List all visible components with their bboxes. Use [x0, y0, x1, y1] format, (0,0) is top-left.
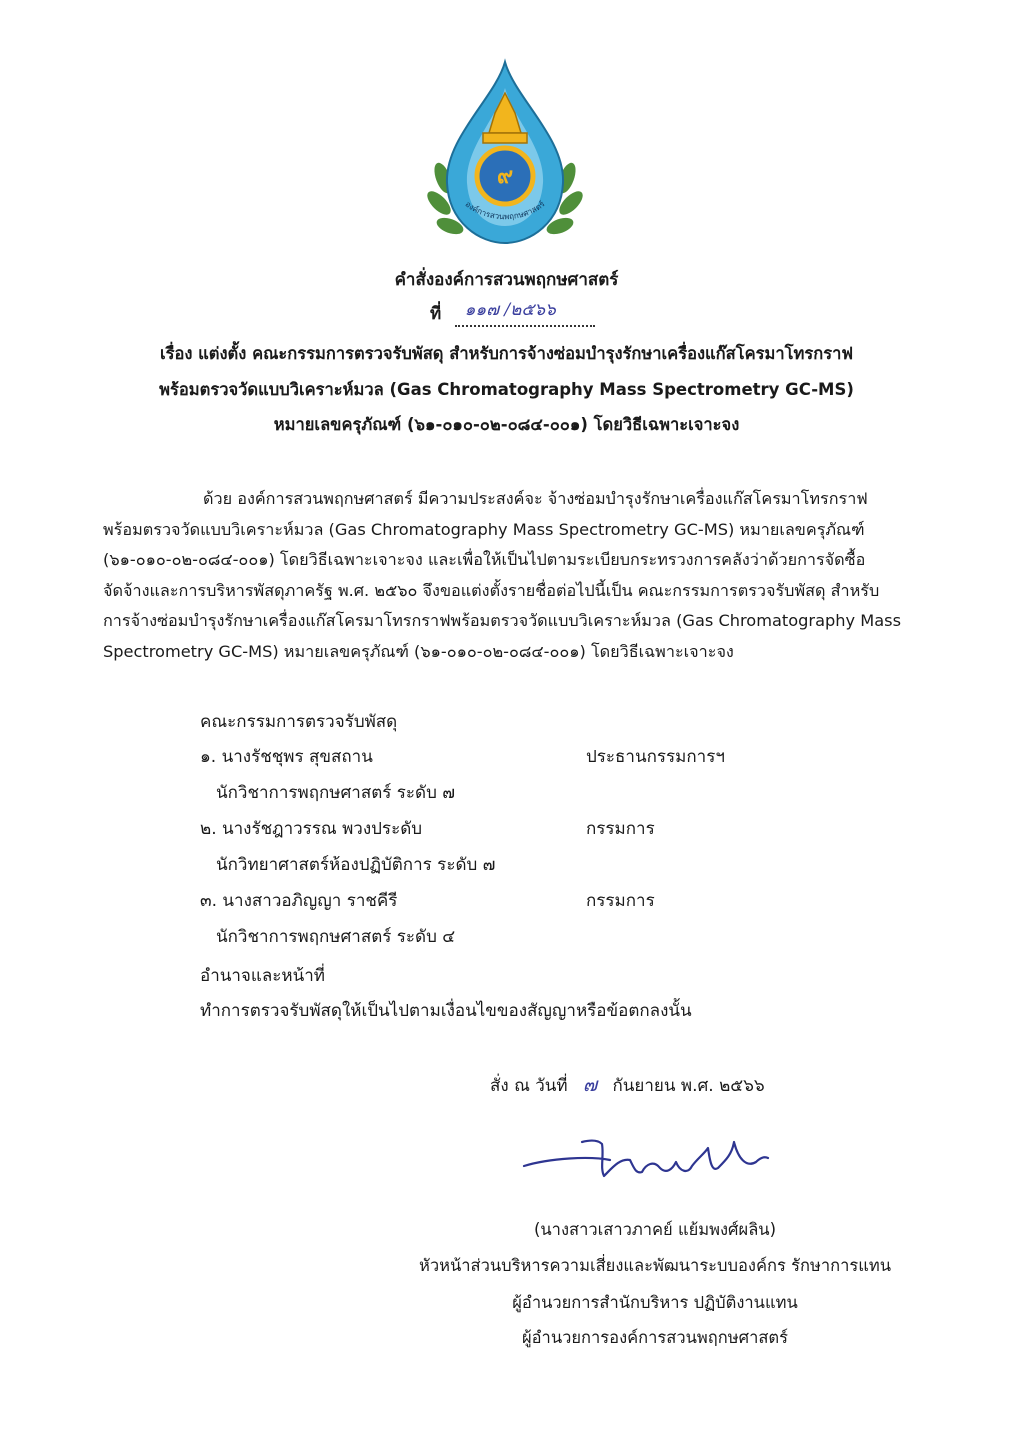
member-name: ๓. นางสาวอภิญญา ราชคีรี [200, 891, 398, 911]
signer-name: (นางสาวเสาวภาคย์ แย้มพงศ์ผลิน) [533, 1220, 777, 1239]
body-line: การจ้างซ่อมบำรุงรักษาเครื่องแก๊สโครมาโทรกราฟพร้อมตรวจวัดแบบวิเคราะห์มวล (Gas Chromatography Mass [103, 611, 902, 631]
signer-title-2: ผู้อำนวยการสำนักบริหาร ปฏิบัติงานแทน [512, 1293, 798, 1312]
signer-title-3: ผู้อำนวยการองค์การสวนพฤกษศาสตร์ [521, 1328, 789, 1347]
order-date [490, 1070, 765, 1100]
logo-ring-text: องค์การสวนพฤกษศาสตร์ [463, 199, 547, 222]
date-prefix: สั่ง ณ วันที่ [490, 1076, 568, 1096]
body-line: พร้อมตรวจวัดแบบวิเคราะห์มวล (Gas Chromatography Mass Spectrometry GC-MS) หมายเลขครุภัณฑ์ [103, 519, 865, 539]
subject-line-1: เรื่อง แต่งตั้ง คณะกรรมการตรวจรับพัสดุ สำหรับการจ้างซ่อมบำรุงรักษาเครื่องแก๊สโครมาโทรกราฟ [159, 344, 854, 363]
order-number-label: ที่ [430, 304, 442, 324]
order-number-value: ๑๑๗ /๒๕๖๖ [464, 300, 556, 320]
member-role: กรรมการ [586, 891, 655, 911]
svg-text:๙: ๙ [496, 163, 514, 189]
member-position: นักวิชาการพฤกษศาสตร์ ระดับ ๗ [216, 783, 456, 803]
member-role: กรรมการ [586, 819, 655, 839]
duties-heading: อำนาจและหน้าที่ [200, 966, 325, 986]
order-number [430, 300, 595, 327]
org-emblem-icon [425, 58, 585, 253]
order-number-field [455, 300, 595, 327]
body-line: ด้วย องค์การสวนพฤกษศาสตร์ มีความประสงค์จะ จ้างซ่อมบำรุงรักษาเครื่องแก๊สโครมาโทรกราฟ [203, 489, 868, 508]
committee-heading: คณะกรรมการตรวจรับพัสดุ [200, 712, 398, 732]
member-position: นักวิชาการพฤกษศาสตร์ ระดับ ๔ [216, 927, 456, 947]
subject-line-2: พร้อมตรวจวัดแบบวิเคราะห์มวล (Gas Chromatography Mass Spectrometry GC-MS) [159, 380, 854, 399]
body-line: จัดจ้างและการบริหารพัสดุภาครัฐ พ.ศ. ๒๕๖๐ จึงขอแต่งตั้งรายชื่อต่อไปนี้เป็น คณะกรรมการตรวจรับพัสดุ สำหรับ [103, 580, 880, 600]
member-name: ๒. นางรัชฎาวรรณ พวงประดับ [200, 819, 423, 839]
order-title: คำสั่งองค์การสวนพฤกษศาสตร์ [394, 270, 619, 290]
body-line: (๖๑-๐๑๐-๐๒-๐๘๔-๐๐๑) โดยวิธีเฉพาะเจาะจง และเพื่อให้เป็นไปตามระเบียบกระทรวงการคลังว่าด้วยการจัดซื้อ [103, 550, 866, 570]
date-day: ๗ [582, 1074, 598, 1096]
body-line: Spectrometry GC-MS) หมายเลขครุภัณฑ์ (๖๑-๐๑๐-๐๒-๐๘๔-๐๐๑) โดยวิธีเฉพาะเจาะจง [103, 641, 734, 661]
member-position: นักวิทยาศาสตร์ห้องปฏิบัติการ ระดับ ๗ [216, 855, 496, 875]
member-name: ๑. นางรัชชุพร สุขสถาน [200, 747, 373, 767]
date-suffix: กันยายน พ.ศ. ๒๕๖๖ [612, 1076, 765, 1096]
body-paragraph [103, 484, 902, 668]
handwritten-signature [520, 1128, 780, 1193]
org-logo [425, 58, 585, 253]
duties-text: ทำการตรวจรับพัสดุให้เป็นไปตามเงื่อนไขของสัญญาหรือข้อตกลงนั้น [200, 1001, 692, 1021]
subject-line-3: หมายเลขครุภัณฑ์ (๖๑-๐๑๐-๐๒-๐๘๔-๐๐๑) โดยวิธีเฉพาะเจาะจง [273, 415, 740, 434]
signer-title-1: หัวหน้าส่วนบริหารความเสี่ยงและพัฒนาระบบองค์กร รักษาการแทน [418, 1256, 891, 1275]
member-role: ประธานกรรมการฯ [586, 747, 725, 767]
signature-icon [520, 1128, 780, 1188]
